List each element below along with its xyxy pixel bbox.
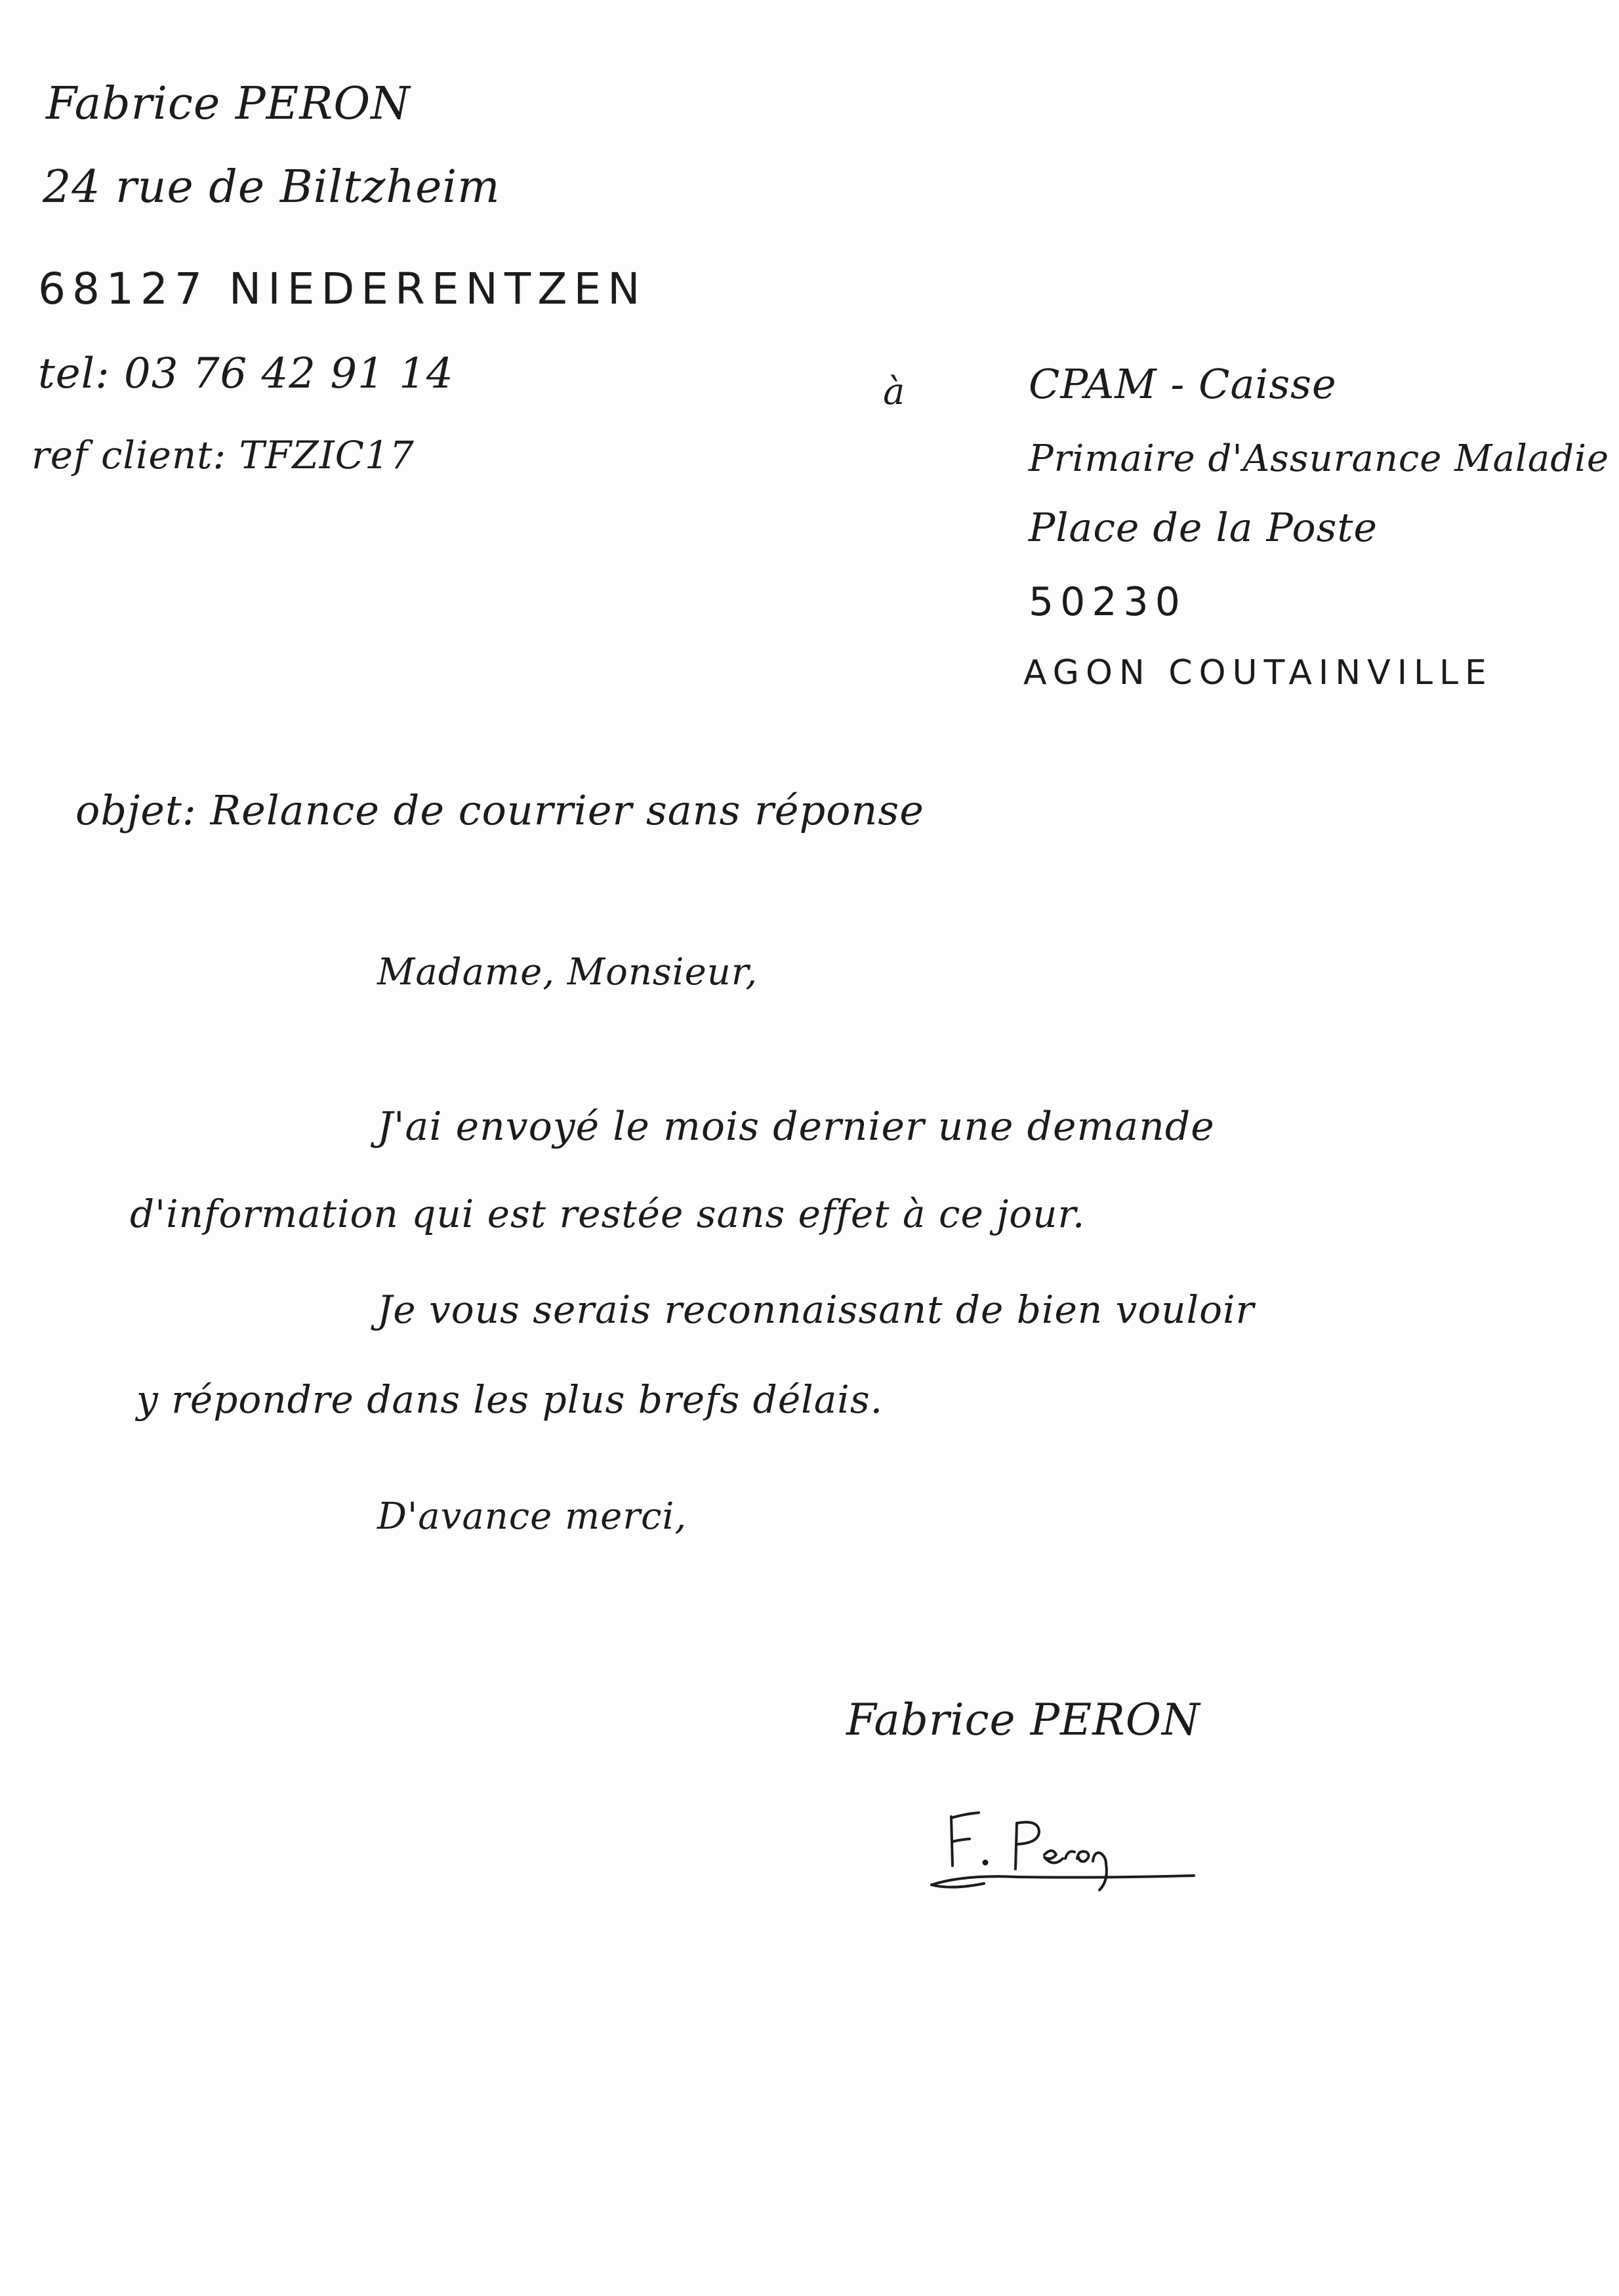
- recipient-marker: à: [883, 371, 906, 413]
- body-line: Je vous serais reconnaissant de bien vouloir: [377, 1287, 1255, 1332]
- signature-name: Fabrice PERON: [846, 1695, 1200, 1745]
- recipient-organization: CPAM - Caisse: [1029, 360, 1337, 408]
- body-line: y répondre dans les plus brefs délais.: [136, 1377, 884, 1422]
- sender-street: 24 rue de Biltzheim: [43, 161, 501, 213]
- body-line: d'information qui est restée sans effet à ce jour.: [130, 1192, 1086, 1236]
- recipient-street: Place de la Poste: [1029, 505, 1378, 551]
- letter-subject: objet: Relance de courrier sans réponse: [75, 786, 924, 834]
- sender-city: 68127 NIEDERENTZEN: [38, 264, 647, 314]
- recipient-postcode: 50230: [1029, 579, 1187, 625]
- recipient-organization-continued: Primaire d'Assurance Maladie: [1029, 437, 1610, 480]
- sender-client-ref: ref client: TFZIC17: [31, 433, 415, 477]
- sender-phone: tel: 03 76 42 91 14: [38, 350, 454, 398]
- handwritten-signature: [925, 1803, 1200, 1908]
- salutation: Madame, Monsieur,: [377, 951, 758, 994]
- body-line: J'ai envoyé le mois dernier une demande: [377, 1104, 1215, 1150]
- closing-line: D'avance merci,: [377, 1495, 687, 1538]
- recipient-city: AGON COUTAINVILLE: [1023, 653, 1493, 693]
- sender-name: Fabrice PERON: [46, 78, 411, 130]
